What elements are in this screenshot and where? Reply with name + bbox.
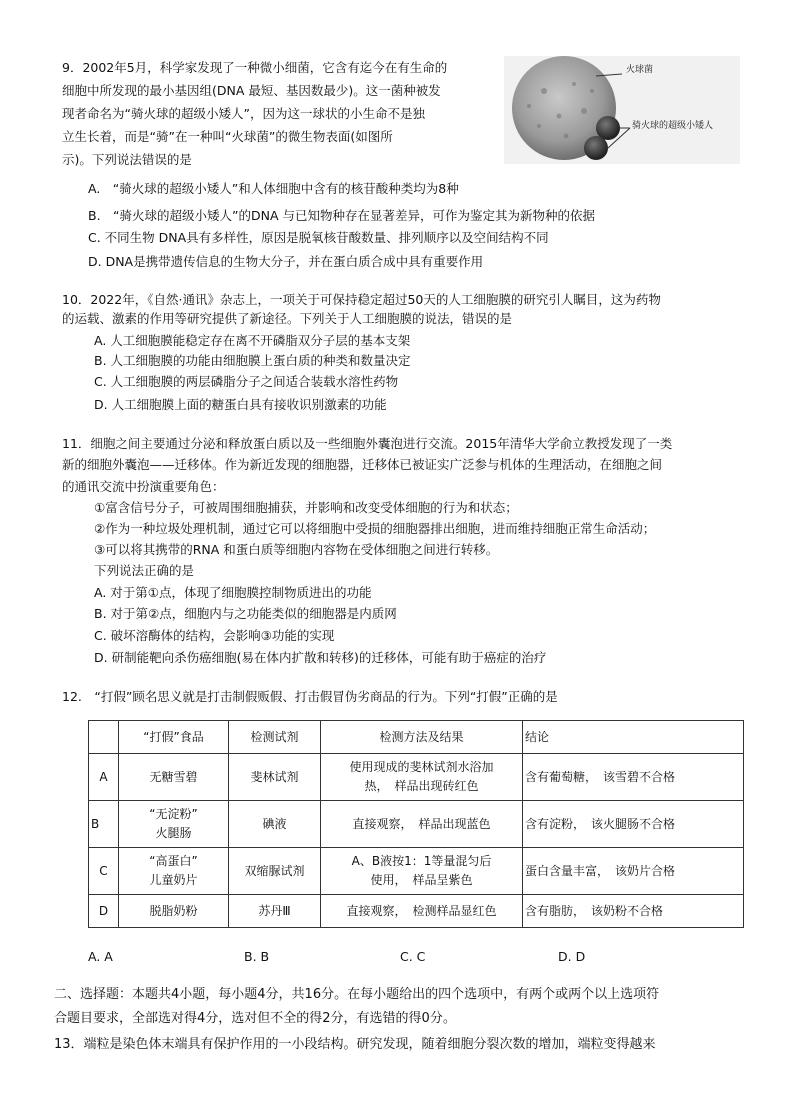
q11-point-2: ②作为一种垃圾处理机制，通过它可以将细胞中受损的细胞器排出细胞，进而维持细胞正常生命活动；	[94, 521, 656, 536]
method-cell	[321, 895, 523, 928]
q13-stem-line: 13．端粒是染色体末端具有保护作用的一小段结构。研究发现，随着细胞分裂次数的增加，端粒变得越来	[54, 1037, 656, 1052]
q11-option-c: C. 破坏溶酶体的结构，会影响③功能的实现	[94, 628, 335, 643]
q11-stem-line: 新的细胞外囊泡——迁移体。作为新近发现的细胞器，迁移体已被证实广泛参与机体的生理活动，在细胞之间	[62, 457, 663, 472]
nanoarchaeum-cell	[596, 116, 620, 140]
row-label: B	[89, 801, 119, 848]
q11-stem-line: 的通讯交流中扮演重要角色：	[62, 479, 225, 494]
food-line: “高蛋白”	[149, 854, 198, 868]
header-cell	[89, 721, 119, 754]
fireball-bacteria-illustration	[504, 56, 740, 164]
food-line: 脱脂奶粉	[149, 903, 198, 918]
method-line: A、B液按1：1等量混匀后	[351, 854, 492, 868]
header-cell: 检测试剂	[229, 721, 321, 754]
method-line: 直接观察， 样品出现蓝色	[352, 816, 491, 831]
header-cell: “打假”食品	[119, 721, 229, 754]
q12-choice-a: A. A	[88, 949, 113, 964]
q9-stem	[62, 56, 497, 171]
figure-label-fireball: 火球菌	[626, 65, 654, 75]
method-line: 直接观察， 检测样品显红色	[346, 903, 497, 918]
food-line: 火腿肠	[155, 826, 192, 840]
q9-stem-line: 9．2002年5月，科学家发现了一种微小细菌，它含有迄今在有生命的	[62, 60, 448, 75]
q10-option-c: C. 人工细胞膜的两层磷脂分子之间适合装载水溶性药物	[94, 374, 399, 389]
food-line: 无糖雪碧	[149, 769, 198, 784]
table-row	[89, 801, 744, 848]
conclusion-cell: 蛋白含量丰富， 该奶片合格	[523, 848, 744, 895]
food-line: “无淀粉”	[149, 807, 198, 821]
conclusion-cell: 含有淀粉， 该火腿肠不合格	[523, 801, 744, 848]
reagent-cell: 碘液	[229, 801, 321, 848]
row-label: A	[89, 754, 119, 801]
food-cell	[119, 801, 229, 848]
section2-heading-line: 合题目要求，全部选对得4分，选对但不全的得2分，有选错的得0分。	[54, 1011, 456, 1026]
row-label: D	[89, 895, 119, 928]
header-cell: 结论	[523, 721, 744, 754]
nanoarchaeum-cell	[584, 136, 608, 160]
q11-prompt: 下列说法正确的是	[94, 563, 195, 578]
food-cell	[119, 754, 229, 801]
method-line: 使用现成的斐林试剂水浴加	[349, 760, 494, 774]
table-row	[89, 848, 744, 895]
q9-option-b: B. “骑火球的超级小矮人”的DNA 与已知物种存在显著差异，可作为鉴定其为新物种的依据	[88, 208, 596, 223]
method-line: 热， 样品出现砖红色	[364, 779, 479, 793]
method-cell	[321, 754, 523, 801]
q9-figure	[504, 56, 740, 164]
q12-choice-b: B. B	[244, 949, 270, 964]
q12-table	[88, 720, 744, 928]
row-label: C	[89, 848, 119, 895]
q10-option-b: B. 人工细胞膜的功能由细胞膜上蛋白质的种类和数量决定	[94, 353, 411, 368]
q11-option-d: D. 研制能靶向杀伤癌细胞(易在体内扩散和转移)的迁移体，可能有助于癌症的治疗	[94, 650, 547, 665]
q10-stem-line: 的运载、激素的作用等研究提供了新途径。下列关于人工细胞膜的说法，错误的是	[62, 311, 513, 326]
reagent-cell: 苏丹Ⅲ	[229, 895, 321, 928]
q9-option-a: A. “骑火球的超级小矮人”和人体细胞中含有的核苷酸种类均为8种	[88, 181, 459, 196]
q11-stem-line: 11．细胞之间主要通过分泌和释放蛋白质以及一些细胞外囊泡进行交流。2015年清华大学俞立教授发现了一类	[62, 436, 673, 451]
method-line: 使用， 样品呈紫色	[370, 873, 473, 887]
q11-option-a: A. 对于第①点，体现了细胞膜控制物质进出的功能	[94, 585, 372, 600]
q9-stem-line: 细胞中所发现的最小基因组(DNA 最短、基因数最少)。这一菌种被发	[62, 83, 441, 98]
q10-option-d: D. 人工细胞膜上面的糖蛋白具有接收识别激素的功能	[94, 397, 387, 412]
q9-stem-line: 立生长着，而是“骑”在一种叫“火球菌”的微生物表面(如图所	[62, 129, 393, 144]
q11-point-1: ①富含信号分子，可被周围细胞捕获，并影响和改变受体细胞的行为和状态；	[94, 500, 518, 515]
q9-option-d: D. DNA是携带遗传信息的生物大分子，并在蛋白质合成中具有重要作用	[88, 254, 484, 269]
table-row	[89, 754, 744, 801]
food-line: 儿童奶片	[149, 873, 198, 887]
q10-stem-line: 10．2022年，《自然·通讯》杂志上，一项关于可保持稳定超过50天的人工细胞膜的研究引人瞩目，这为药物	[62, 292, 661, 307]
q9-stem-line: 现者命名为“骑火球的超级小矮人”，因为这一球状的小生命不是独	[62, 106, 425, 121]
q12-choice-c: C. C	[400, 949, 426, 964]
q12-choice-d: D. D	[558, 949, 586, 964]
q12-stem: 12. “打假”顾名思义就是打击制假贩假、打击假冒伪劣商品的行为。下列“打假”正确的是	[62, 689, 558, 704]
conclusion-cell: 含有葡萄糖， 该雪碧不合格	[523, 754, 744, 801]
section2-heading-line: 二、选择题：本题共4小题，每小题4分，共16分。在每小题给出的四个选项中，有两个或两个以上选项符	[54, 987, 660, 1002]
q10-option-a: A. 人工细胞膜能稳定存在离不开磷脂双分子层的基本支架	[94, 333, 411, 348]
q9-option-c: C. 不同生物 DNA具有多样性，原因是脱氧核苷酸数量、排列顺序以及空间结构不同	[88, 230, 549, 245]
figure-label-nanoarchaeum: 骑火球的超级小矮人	[632, 121, 714, 131]
q11-option-b: B. 对于第②点，细胞内与之功能类似的细胞器是内质网	[94, 606, 397, 621]
q9-stem-line: 示)。下列说法错误的是	[62, 152, 192, 167]
q11-point-3: ③可以将其携带的RNA 和蛋白质等细胞内容物在受体细胞之间进行转移。	[94, 542, 499, 557]
reagent-cell: 斐林试剂	[229, 754, 321, 801]
method-cell	[321, 801, 523, 848]
table-row	[89, 895, 744, 928]
header-cell: 检测方法及结果	[321, 721, 523, 754]
food-cell	[119, 895, 229, 928]
method-cell	[321, 848, 523, 895]
reagent-cell: 双缩脲试剂	[229, 848, 321, 895]
conclusion-cell: 含有脂肪， 该奶粉不合格	[523, 895, 744, 928]
food-cell	[119, 848, 229, 895]
table-header-row	[89, 721, 744, 754]
